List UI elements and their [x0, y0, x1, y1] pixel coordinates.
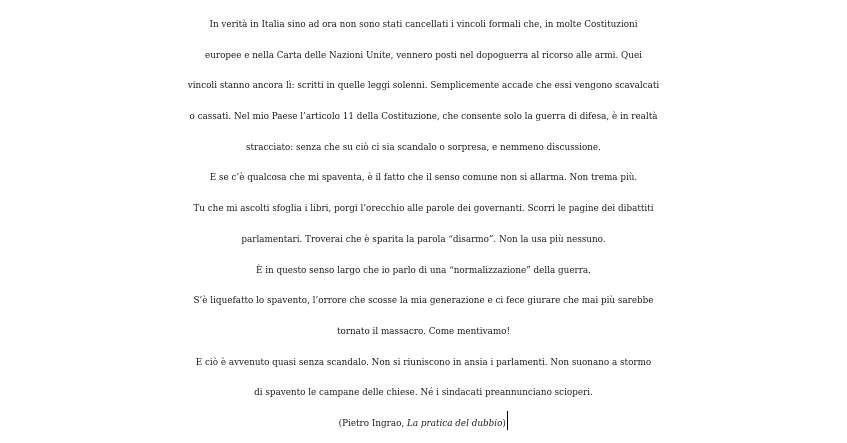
text-line-6: E se c’è qualcosa che mi spaventa, è il fatto che il senso comune non si allarma. Non trema più.: [209, 173, 638, 184]
citation-open: (Pietro Ingrao,: [338, 418, 407, 429]
document-body[interactable]: [0, 10, 847, 440]
citation-book-title: La pratica del dubbio: [406, 418, 503, 429]
text-line-4: o cassati. Nel mio Paese l’articolo 11 della Costituzione, che consente solo la guerra di difesa, è in realtà: [189, 112, 658, 123]
text-line-8: parlamentari. Troverai che è sparita la parola “disarmo”. Non la usa più nessuno.: [241, 234, 606, 245]
text-line-13: di spavento le campane delle chiese. Né i sindacati preannunciano scioperi.: [254, 388, 593, 399]
citation-close: ): [502, 418, 506, 429]
text-line-9: È in questo senso largo che io parlo di una “normalizzazione” della guerra.: [256, 265, 591, 276]
text-line-5: stracciato: senza che su ciò ci sia scandalo o sorpresa, e nemmeno discussione.: [246, 142, 601, 153]
text-line-7: Tu che mi ascolti sfoglia i libri, porgi l’orecchio alle parole dei governanti. Scorri le pagine dei dibattiti: [193, 204, 654, 215]
text-line-12: E ciò è avvenuto quasi senza scandalo. Non si riuniscono in ansia i parlamenti. Non suonano a stormo: [195, 357, 652, 368]
citation-line: [0, 409, 847, 440]
text-line-3: vincoli stanno ancora lì: scritti in quelle leggi solenni. Semplicemente accade che essi vengono scavalcati: [187, 81, 660, 92]
text-line-10: S’è liquefatto lo spavento, l’orrore che scosse la mia generazione e ci fece giurare che mai più sarebbe: [193, 296, 654, 307]
text-cursor: [507, 411, 509, 430]
text-line-1: In verità in Italia sino ad ora non sono stati cancellati i vincoli formali che, in molte Costituzioni: [209, 20, 638, 30]
text-line-11: tornato il massacro. Come mentivamo!: [336, 326, 511, 337]
text-line-2: europee e nella Carta delle Nazioni Unite, vennero posti nel dopoguerra al ricorso alle armi. Quei: [205, 50, 642, 61]
